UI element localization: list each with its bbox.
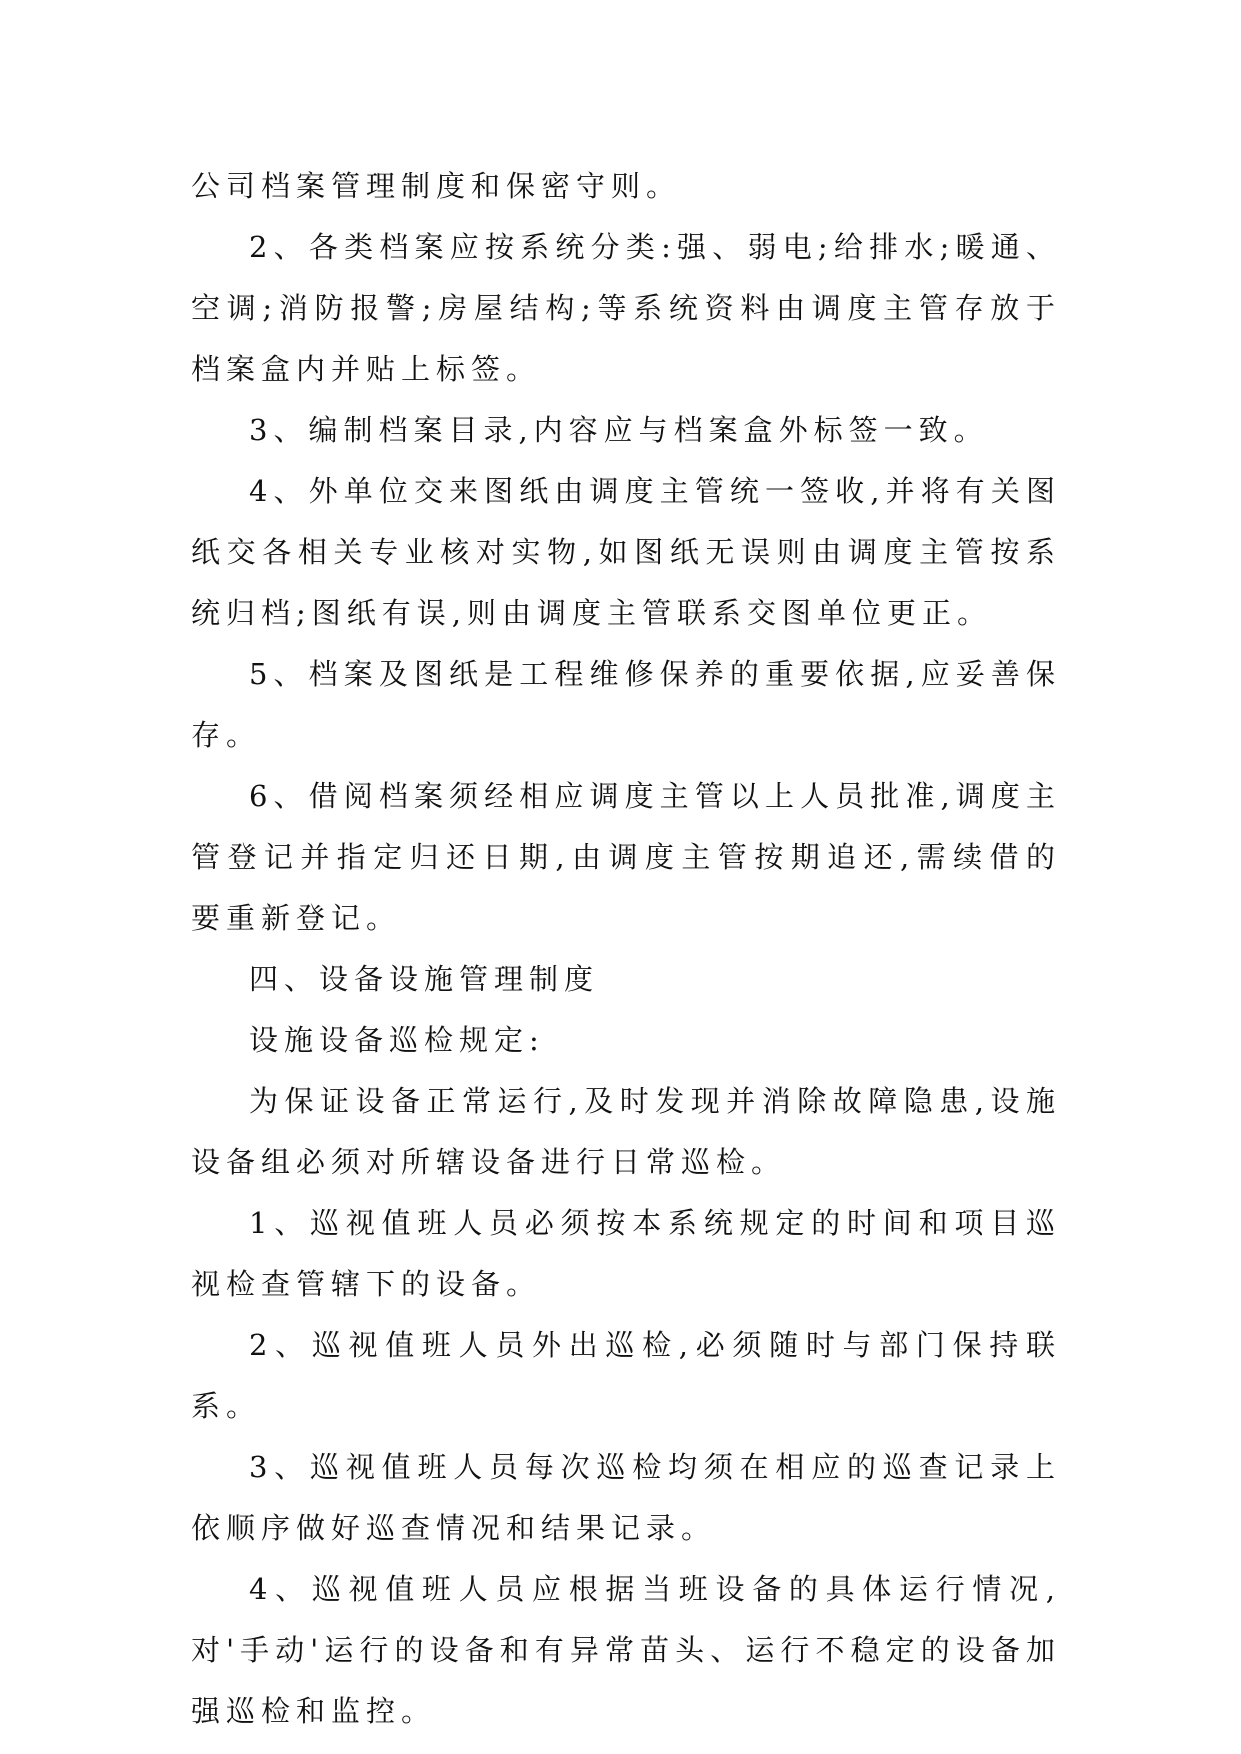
document-body — [191, 156, 1061, 1742]
paragraph-inspection-rule-3: 3、巡视值班人员每次巡检均须在相应的巡查记录上依顺序做好巡查情况和结果记录。 — [191, 1450, 1061, 1545]
paragraph-inspection-rule-1: 1、巡视值班人员必须按本系统规定的时间和项目巡视检查管辖下的设备。 — [191, 1206, 1061, 1301]
paragraph-continuation: 公司档案管理制度和保密守则。 — [191, 169, 682, 203]
subheading-inspection-rules: 设施设备巡检规定: — [249, 1023, 545, 1057]
section-heading-equipment: 四、设备设施管理制度 — [249, 962, 600, 996]
paragraph-archive-classification: 2、各类档案应按系统分类:强、弱电;给排水;暖通、空调;消防报警;房屋结构;等系统资料由调度主管存放于档案盒内并贴上标签。 — [191, 230, 1061, 386]
paragraph-drawings-storage: 5、档案及图纸是工程维修保养的重要依据,应妥善保存。 — [191, 657, 1061, 752]
paragraph-drawings-receipt: 4、外单位交来图纸由调度主管统一签收,并将有关图纸交各相关专业核对实物,如图纸无误则由调度主管按系统归档;图纸有误,则由调度主管联系交图单位更正。 — [191, 474, 1061, 630]
paragraph-inspection-rule-2: 2、巡视值班人员外出巡检,必须随时与部门保持联系。 — [191, 1328, 1061, 1423]
paragraph-inspection-purpose: 为保证设备正常运行,及时发现并消除故障隐患,设施设备组必须对所辖设备进行日常巡检。 — [191, 1084, 1061, 1179]
paragraph-inspection-rule-4: 4、巡视值班人员应根据当班设备的具体运行情况,对'手动'运行的设备和有异常苗头、运行不稳定的设备加强巡检和监控。 — [191, 1572, 1061, 1728]
paragraph-archive-catalog: 3、编制档案目录,内容应与档案盒外标签一致。 — [249, 413, 989, 447]
paragraph-archive-borrowing: 6、借阅档案须经相应调度主管以上人员批准,调度主管登记并指定归还日期,由调度主管按期追还,需续借的要重新登记。 — [191, 779, 1061, 935]
